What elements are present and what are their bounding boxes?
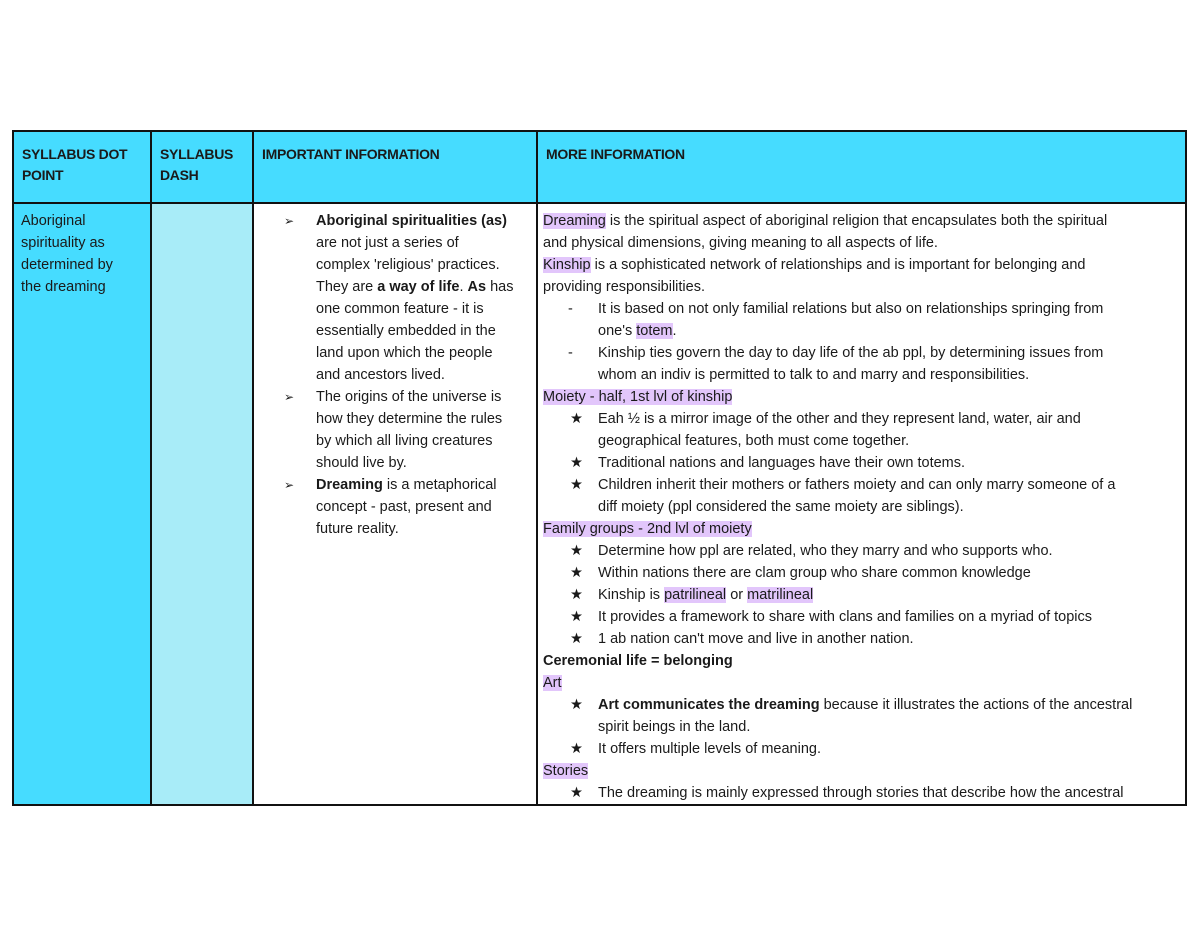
text-span: or xyxy=(726,587,748,603)
text-line: how they determine the rules xyxy=(316,411,503,427)
text-line: concept - past, present and xyxy=(316,499,492,515)
star-item xyxy=(543,606,1181,628)
header-text: DASH xyxy=(160,167,199,183)
highlighted-term: matrilineal xyxy=(747,587,814,603)
star-item xyxy=(543,628,1181,650)
star-bullet-icon: ★ xyxy=(570,697,583,713)
dash-item xyxy=(543,342,1181,386)
art-heading: Art xyxy=(543,675,562,691)
arrow-bullet-icon: ➢ xyxy=(284,390,295,404)
text-line: future reality. xyxy=(316,521,399,537)
text-line: It provides a framework to share with clans and families on a myriad of topics xyxy=(598,609,1093,625)
text-line: Eah ½ is a mirror image of the other and they represent land, water, air and xyxy=(598,411,1081,427)
star-item xyxy=(543,452,1181,474)
dot-point-text: the dreaming xyxy=(21,279,106,295)
key-term: Aboriginal spiritualities (as) xyxy=(316,213,507,229)
star-bullet-icon: ★ xyxy=(570,785,583,801)
family-groups-heading: Family groups - 2nd lvl of moiety xyxy=(543,521,752,537)
star-bullet-icon: ★ xyxy=(570,741,583,757)
header-row xyxy=(13,131,1186,203)
header-text: SYLLABUS DOT xyxy=(22,146,128,162)
header-important-information xyxy=(253,131,537,203)
text-span: is a sophisticated network of relationships and is important for belonging and xyxy=(590,257,1086,273)
text-line: Children inherit their mothers or fathers moiety and can only marry someone of a xyxy=(598,477,1116,493)
text-span: one's xyxy=(598,323,637,339)
header-text: IMPORTANT INFORMATION xyxy=(262,146,440,162)
notes-table xyxy=(12,130,1187,806)
star-bullet-icon: ★ xyxy=(570,631,583,647)
dash-bullet-icon: - xyxy=(568,301,573,317)
text-span: Kinship is xyxy=(598,587,665,603)
dash-item xyxy=(543,298,1181,342)
text-line: spirit beings in the land. xyxy=(598,719,751,735)
text-line: Determine how ppl are related, who they marry and who supports who. xyxy=(598,543,1053,559)
star-bullet-icon: ★ xyxy=(570,411,583,427)
text-line: one common feature - it is xyxy=(316,301,484,317)
text-line: land upon which the people xyxy=(316,345,493,361)
text-span: is a metaphorical xyxy=(382,477,497,493)
key-term: a way of life xyxy=(377,279,460,295)
star-item xyxy=(543,408,1181,452)
important-info-cell xyxy=(253,203,537,805)
text-span: . xyxy=(459,279,468,295)
text-line: The dreaming is mainly expressed through stories that describe how the ancestral xyxy=(598,785,1124,801)
text-span: . xyxy=(672,323,677,339)
syllabus-dash-cell xyxy=(151,203,253,805)
text-span: is the spiritual aspect of aboriginal religion that encapsulates both the spiritual xyxy=(605,213,1108,229)
highlighted-term: Dreaming xyxy=(543,213,606,229)
star-bullet-icon: ★ xyxy=(570,587,583,603)
star-item xyxy=(543,540,1181,562)
text-line: complex 'religious' practices. xyxy=(316,257,500,273)
important-point xyxy=(284,474,516,540)
key-term: As xyxy=(467,279,487,295)
text-line: geographical features, both must come together. xyxy=(598,433,910,449)
star-item xyxy=(543,474,1181,518)
dot-point-text: spirituality as xyxy=(21,235,105,251)
header-syllabus-dash xyxy=(151,131,253,203)
text-line: The origins of the universe is xyxy=(316,389,502,405)
text-span: has xyxy=(486,279,514,295)
star-item xyxy=(543,782,1181,804)
dot-point-text: Aboriginal xyxy=(21,213,86,229)
stories-heading: Stories xyxy=(543,763,589,779)
star-item xyxy=(543,694,1181,738)
dash-bullet-icon: - xyxy=(568,345,573,361)
text-line: It offers multiple levels of meaning. xyxy=(598,741,821,757)
text-line: whom an indiv is permitted to talk to and marry and responsibilities. xyxy=(598,367,1030,383)
star-item xyxy=(543,738,1181,760)
important-point xyxy=(284,386,516,474)
highlighted-term: totem xyxy=(636,323,673,339)
star-item xyxy=(543,562,1181,584)
text-line: 1 ab nation can't move and live in another nation. xyxy=(598,631,914,647)
dot-point-text: determined by xyxy=(21,257,113,273)
header-syllabus-dot-point xyxy=(13,131,151,203)
header-text: MORE INFORMATION xyxy=(546,146,685,162)
header-more-information xyxy=(537,131,1186,203)
text-line: Kinship ties govern the day to day life of the ab ppl, by determining issues from xyxy=(598,345,1104,361)
dot-point-cell xyxy=(13,203,151,805)
text-line: and ancestors lived. xyxy=(316,367,445,383)
text-line: Within nations there are clam group who share common knowledge xyxy=(598,565,1031,581)
key-term: Art communicates the dreaming xyxy=(598,697,820,713)
star-item xyxy=(543,584,1181,606)
star-bullet-icon: ★ xyxy=(570,565,583,581)
text-line: by which all living creatures xyxy=(316,433,493,449)
header-text: SYLLABUS xyxy=(160,146,234,162)
text-line: It is based on not only familial relations but also on relationships springing from xyxy=(598,301,1104,317)
highlighted-term: Kinship xyxy=(543,257,591,273)
text-line: are not just a series of xyxy=(316,235,459,251)
text-line: providing responsibilities. xyxy=(543,279,705,295)
important-point xyxy=(284,210,516,386)
key-term: Dreaming xyxy=(316,477,383,493)
more-info-cell xyxy=(537,203,1186,805)
star-bullet-icon: ★ xyxy=(570,543,583,559)
text-span: because it illustrates the actions of the ancestral xyxy=(819,697,1133,713)
text-line: and physical dimensions, giving meaning to all aspects of life. xyxy=(543,235,938,251)
content-row xyxy=(13,203,1186,805)
highlighted-term: patrilineal xyxy=(664,587,727,603)
text-line: diff moiety (ppl considered the same moiety are siblings). xyxy=(598,499,964,515)
moiety-heading: Moiety - half, 1st lvl of kinship xyxy=(543,389,733,405)
header-text: POINT xyxy=(22,167,64,183)
text-span: They are xyxy=(316,279,378,295)
text-line: should live by. xyxy=(316,455,407,471)
arrow-bullet-icon: ➢ xyxy=(284,478,295,492)
arrow-bullet-icon: ➢ xyxy=(284,214,295,228)
text-line: Traditional nations and languages have their own totems. xyxy=(598,455,966,471)
text-line: essentially embedded in the xyxy=(316,323,496,339)
ceremonial-life-heading: Ceremonial life = belonging xyxy=(543,653,733,669)
star-bullet-icon: ★ xyxy=(570,455,583,471)
star-bullet-icon: ★ xyxy=(570,609,583,625)
star-bullet-icon: ★ xyxy=(570,477,583,493)
